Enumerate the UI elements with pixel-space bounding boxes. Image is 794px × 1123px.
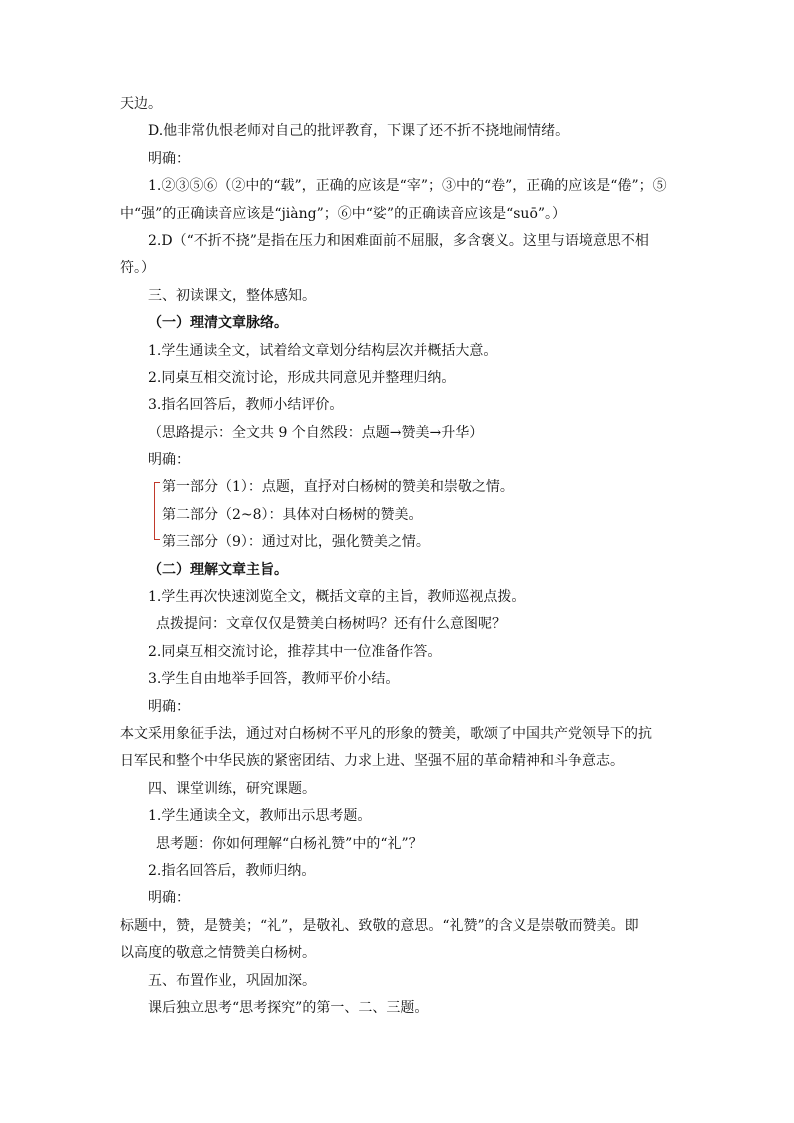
- step-3: 3.学生自由地举手回答，教师平价小结。: [148, 671, 400, 688]
- section-heading-4: 四、课堂训练，研究课题。: [148, 780, 316, 797]
- step-1: 1.学生通读全文，试着给文章划分结构层次并概括大意。: [148, 342, 498, 359]
- title-meaning-line-1: 标题中，赞，是赞美；“礼”，是敬礼、致敬的意思。“礼赞”的含义是崇敬而赞美。即: [120, 917, 639, 934]
- guiding-question: 点拨提问：文章仅仅是赞美白杨树吗？还有什么意图呢？: [156, 616, 506, 633]
- step-3: 3.指名回答后，教师小结评价。: [148, 397, 344, 414]
- brace-bracket: [154, 482, 160, 540]
- homework-line: 课后独立思考“思考探究”的第一、二、三题。: [148, 999, 429, 1016]
- step-1: 1.学生通读全文，教师出示思考题。: [148, 808, 372, 825]
- answer-2-line-2: 符。）: [120, 260, 155, 277]
- step-2: 2.同桌互相交流讨论，形成共同意见并整理归纳。: [148, 369, 456, 386]
- outline-part-1: 第一部分（1）：点题，直抒对白杨树的赞美和崇敬之情。: [162, 479, 514, 496]
- answer-label: 明确：: [148, 890, 190, 907]
- answer-1-line-1: 1.②③⑤⑥（②中的“载”，正确的应该是“宰”；③中的“卷”，正确的应该是“倦”；⑤: [148, 178, 667, 195]
- step-1: 1.学生再次快速浏览全文，概括文章的主旨，教师巡视点拨。: [148, 589, 526, 606]
- step-2: 2.同桌互相交流讨论，推荐其中一位准备作答。: [148, 643, 442, 660]
- section-heading-5: 五、布置作业，巩固加深。: [148, 972, 316, 989]
- answer-2-line-1: 2.D（“不折不挠”是指在压力和困难面前不屈服，多含褒义。这里与语境意思不相: [148, 232, 649, 249]
- answer-label: 明确：: [148, 150, 190, 167]
- option-d-line: D.他非常仇恨老师对自己的批评教育，下课了还不折不挠地闹情绪。: [148, 123, 570, 140]
- section-heading-3: 三、初读课文，整体感知。: [148, 287, 316, 304]
- answer-1-line-2: 中“强”的正确读音应该是“jiàng”；⑥中“娑”的正确读音应该是“suō”。）: [120, 205, 567, 222]
- outline-part-2: 第二部分（2~8）：具体对白杨树的赞美。: [162, 506, 423, 523]
- theme-line-1: 本文采用象征手法，通过对白杨树不平凡的形象的赞美，歌颂了中国共产党领导下的抗: [120, 725, 652, 742]
- title-meaning-line-2: 以高度的敬意之情赞美白杨树。: [120, 945, 316, 962]
- outline-part-3: 第三部分（9）：通过对比，强化赞美之情。: [162, 534, 430, 551]
- answer-label: 明确：: [148, 698, 190, 715]
- step-2: 2.指名回答后，教师归纳。: [148, 862, 316, 879]
- structure-outline: [120, 474, 682, 556]
- answer-label: 明确：: [148, 452, 190, 469]
- subheading-2: （二）理解文章主旨。: [148, 561, 288, 578]
- hint-line: （思路提示：全文共 9 个自然段：点题→赞美→升华）: [148, 424, 484, 441]
- theme-line-2: 日军民和整个中华民族的紧密团结、力求上进、坚强不屈的革命精神和斗争意志。: [120, 753, 624, 770]
- subheading-1: （一）理清文章脉络。: [148, 315, 288, 332]
- thinking-question: 思考题：你如何理解“白杨礼赞”中的“礼”？: [156, 835, 423, 852]
- paragraph-line: 天边。: [120, 96, 162, 112]
- document-body: [120, 91, 682, 1022]
